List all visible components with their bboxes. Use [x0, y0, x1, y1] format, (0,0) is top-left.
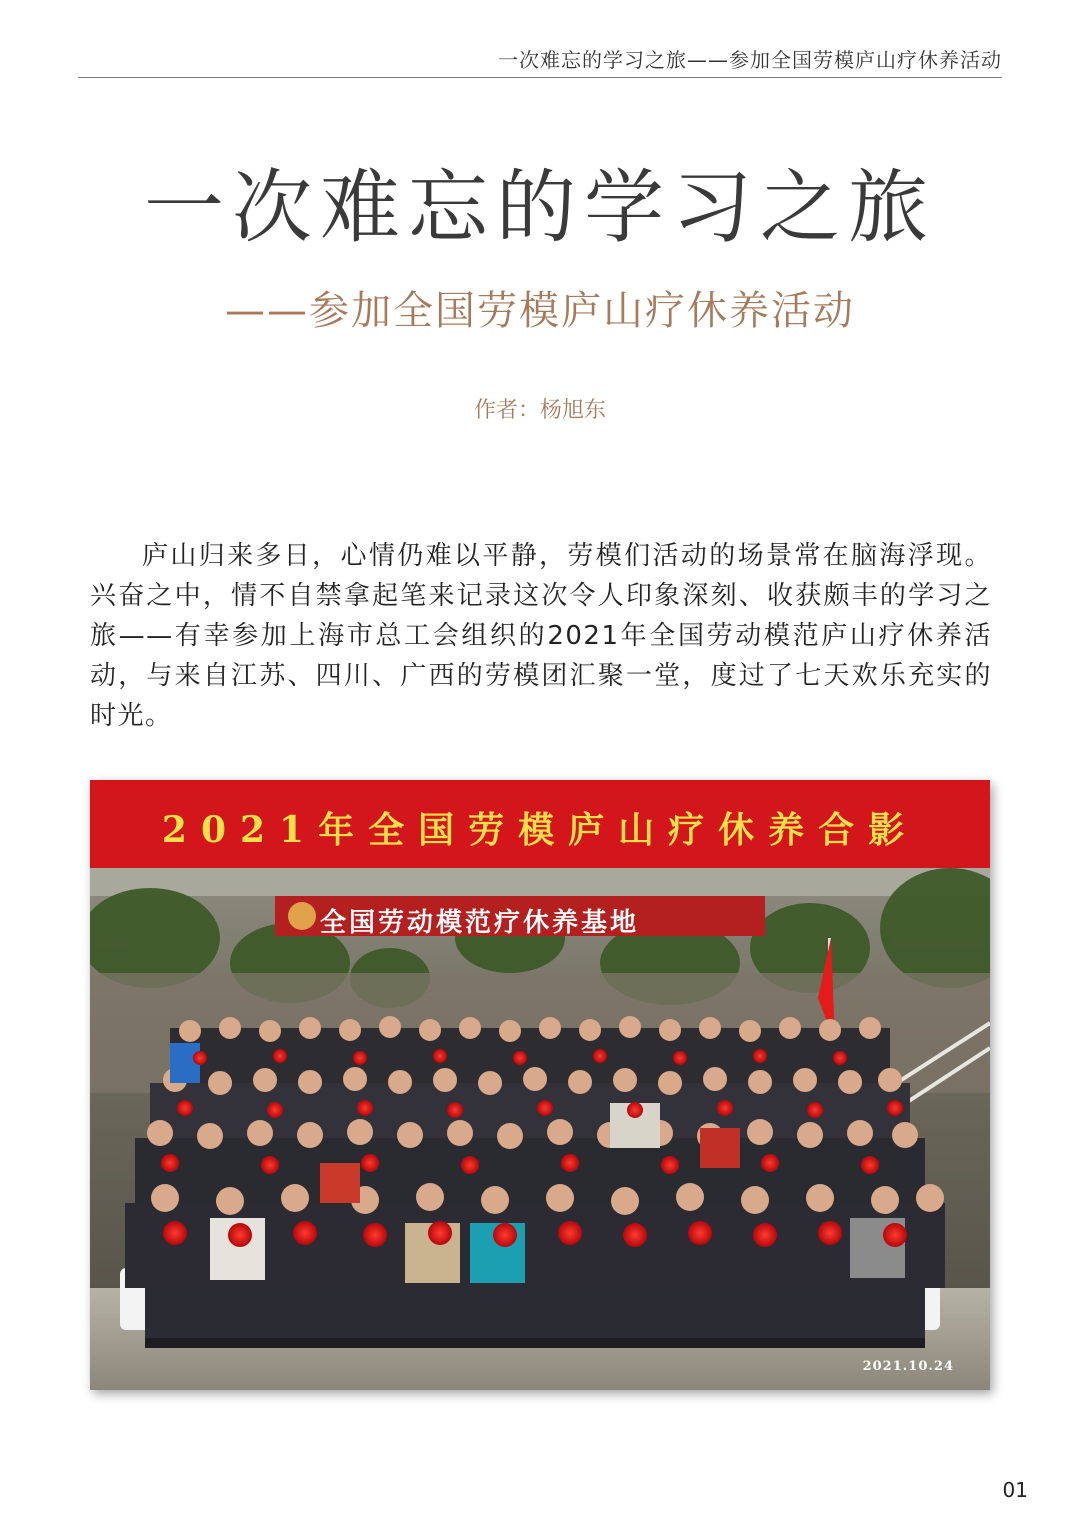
- photo-banner: [90, 780, 990, 868]
- group-photo: [90, 780, 990, 1390]
- header-divider: [78, 77, 1002, 78]
- photo-scene: [90, 868, 990, 1390]
- article-paragraph: 庐山归来多日，心情仍难以平静，劳模们活动的场景常在脑海浮现。兴奋之中，情不自禁拿起笔来记录这次令人印象深刻、收获颇丰的学习之旅——有幸参加上海市总工会组织的2021年全国劳动模范庐山疗休养活动，与来自江苏、四川、广西的劳模团汇聚一堂，度过了七天欢乐充实的时光。: [90, 541, 992, 731]
- photo-date: 2021.10.24: [862, 1359, 954, 1374]
- article-subtitle: ——参加全国劳模庐山疗休养活动: [225, 288, 855, 334]
- running-header: 一次难忘的学习之旅——参加全国劳模庐山疗休养活动: [498, 48, 1002, 72]
- article-author: 作者：杨旭东: [473, 398, 606, 423]
- photo-banner-text: 2021年全国劳模庐山疗休养合影: [161, 809, 919, 851]
- page-number: 01: [1002, 1478, 1028, 1502]
- photo-sign-text: 全国劳动模范疗休养基地: [320, 908, 640, 938]
- article-title: 一次难忘的学习之旅: [144, 161, 936, 254]
